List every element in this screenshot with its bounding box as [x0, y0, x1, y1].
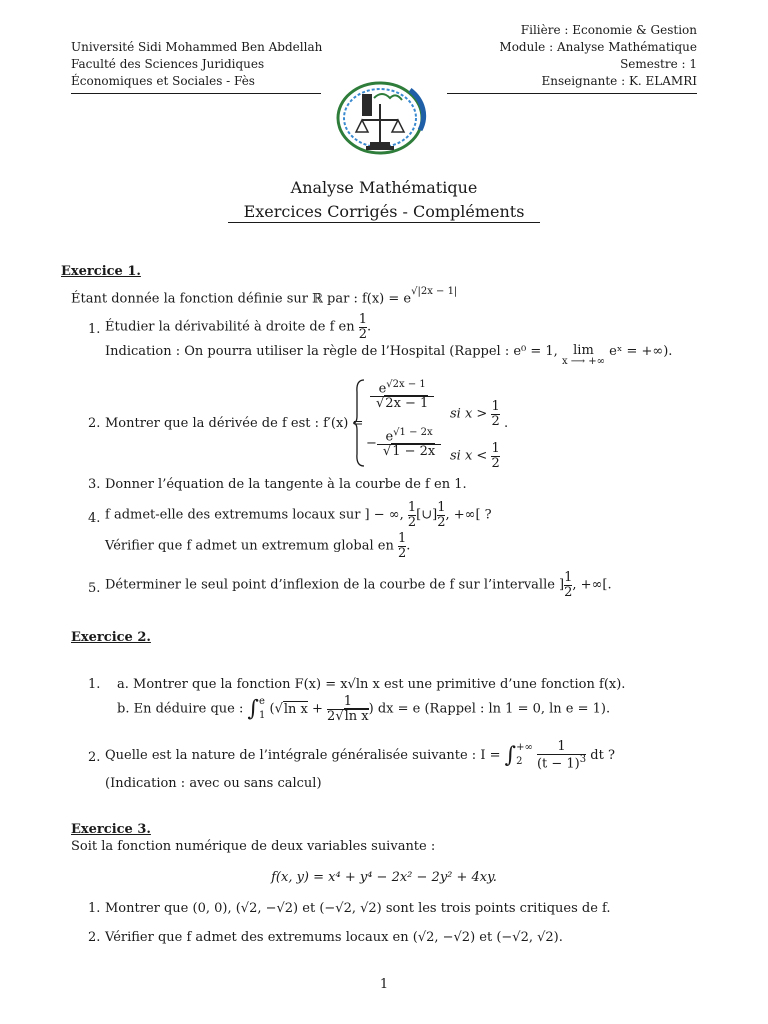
header-right-rule: [447, 93, 697, 94]
header-semestre: Semestre : 1: [620, 57, 697, 71]
header-filiere: Filière : Economie & Gestion: [520, 23, 697, 37]
ex1-q3-text: Donner l’équation de la tangente à la courbe de f en 1.: [105, 477, 467, 492]
faculty-name-line2: Économiques et Sociales - Fès: [71, 74, 255, 88]
piecewise-period: .: [504, 416, 509, 431]
exercise-3-formula: f(x, y) = x⁴ + y⁴ − 2x² − 2y² + 4xy.: [271, 870, 497, 885]
exercise-1-heading: Exercice 1.: [61, 264, 141, 279]
ex2-q2-text: Quelle est la nature de l’intégrale généralisée suivante : I = ∫ +∞ 2 $\frac{1}{(t - 1)^3}$ dt ?: [105, 739, 615, 771]
ex3-q2-number: 2.: [88, 930, 101, 945]
limit-expression: [562, 344, 605, 367]
page-number: 1: [379, 977, 389, 992]
ex2-q1-number: 1.: [88, 677, 101, 692]
exercise-3-intro: Soit la fonction numérique de deux variables suivante :: [71, 839, 436, 854]
subtitle-underline: [228, 222, 540, 223]
fraction-one-half: $\frac{1}{2}$: [358, 312, 368, 342]
piecewise-case-2: − $\frac{e^{√1 - 2x}}{√1 - 2x}$: [366, 428, 441, 459]
ex1-q1-text: Étudier la dérivabilité à droite de f en $\frac{1}{2}$ .: [105, 312, 372, 342]
piecewise-case-1: [370, 380, 434, 411]
case-1-condition: si x > $\frac{1}{2}$: [450, 399, 500, 429]
faculty-logo: [332, 80, 432, 160]
ex1-q2-text: Montrer que la dérivée de f est : f′(x) =: [105, 416, 364, 431]
ex1-q1-indication-text: Indication : On pourra utiliser la règle de l’Hospital (Rappel : e⁰ = 1,: [105, 344, 558, 359]
ex2-q1b-text: b. En déduire que : ∫ e 1 (√ln x + $\frac{1}{\text{2√ln x}}$ ) dx = e (Rappel : ln 1 = 0, ln e = 1).: [117, 694, 611, 724]
ex1-q1-label: Étudier la dérivabilité à droite de f en: [105, 319, 355, 335]
ex1-q1-number: 1.: [88, 322, 101, 337]
case-2-condition: si x < $\frac{1}{2}$: [450, 441, 500, 471]
ex1-q4-global: Vérifier que f admet un extremum global en $\frac{1}{2}$ .: [105, 531, 411, 561]
ex1-q5-text: Déterminer le seul point d’inflexion de la courbe de f sur l’intervalle ] $\frac{1}{2}$ , +∞[.: [105, 570, 612, 600]
ex2-q2-indication: (Indication : avec ou sans calcul): [105, 776, 322, 791]
exercise-1-intro: [71, 286, 458, 307]
ex1-q2-number: 2.: [88, 416, 101, 431]
derivative-fraction-2: $\frac{e^{√1 - 2x}}{√1 - 2x}$: [377, 428, 441, 459]
faculty-name-line1: Faculté des Sciences Juridiques: [71, 57, 265, 71]
exercise-1-intro-text: Étant donnée la fonction définie sur ℝ par : f(x) = e: [71, 291, 412, 307]
ex1-q5-number: 5.: [88, 581, 101, 596]
derivative-fraction-1: $\frac{e^{√2x - 1}}{√2x - 1}$: [370, 380, 434, 411]
exercise-3-heading: Exercice 3.: [71, 822, 151, 837]
ex1-q4-text: f admet-elle des extremums locaux sur ] − ∞, $\frac{1}{2}$ [∪] $\frac{1}{2}$ , +∞[ ?: [105, 500, 492, 530]
exercise-1-intro-exponent: √|2x − 1|: [411, 286, 458, 297]
header-enseignante: Enseignante : K. ELAMRI: [541, 74, 697, 88]
header-module: Module : Analyse Mathématique: [499, 40, 697, 54]
limit-label: lim: [573, 343, 594, 358]
document-title: Analyse Mathématique: [290, 178, 478, 197]
exercise-2-heading: Exercice 2.: [71, 630, 151, 645]
integral-sign-2: ∫: [504, 742, 517, 768]
ex2-q1a-text: a. Montrer que la fonction F(x) = x√ln x est une primitive d’une fonction f(x).: [117, 677, 626, 692]
university-name: Université Sidi Mohammed Ben Abdellah: [71, 40, 323, 54]
ex1-q1-indication: [105, 344, 672, 367]
limit-subscript: x ⟶ +∞: [561, 356, 605, 367]
document-subtitle: Exercices Corrigés - Compléments: [243, 202, 525, 221]
integral-sign: ∫: [247, 696, 259, 722]
header-left-rule: [71, 93, 321, 94]
ex3-q2-text: Vérifier que f admet des extremums locaux en (√2, −√2) et (−√2, √2).: [105, 930, 563, 945]
ex1-q3-number: 3.: [88, 477, 101, 492]
ex3-q1-text: Montrer que (0, 0), (√2, −√2) et (−√2, √2) sont les trois points critiques de f.: [105, 901, 611, 916]
ex3-q1-number: 1.: [88, 901, 101, 916]
ex2-q2-number: 2.: [88, 750, 101, 765]
piecewise-brace: [352, 378, 366, 468]
ex1-q4-number: 4.: [88, 511, 101, 526]
ex1-q1-indication-end: eˣ = +∞).: [609, 344, 673, 359]
